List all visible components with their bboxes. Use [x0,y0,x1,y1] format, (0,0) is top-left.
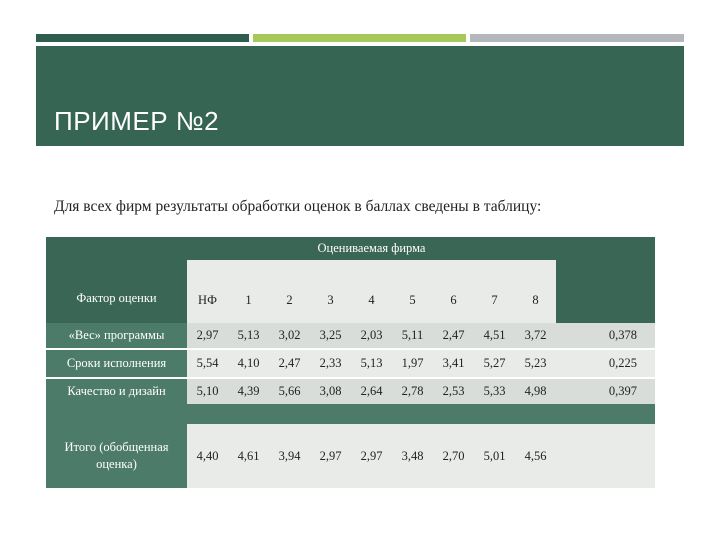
total-cell: 4,61 [228,424,269,488]
table-cell: 5,27 [474,349,515,378]
coef-cell: 0,378 [556,323,655,349]
col-header-3: 3 [310,260,351,323]
table-cell: 3,08 [310,378,351,404]
slide-title: ПРИМЕР №2 [54,106,220,136]
total-row [46,424,655,488]
table-cell: 3,41 [433,349,474,378]
col-header-8: 8 [515,260,556,323]
table-cell: 2,47 [433,323,474,349]
spacer-row [46,404,655,424]
total-cell: 3,94 [269,424,310,488]
table-cell: 4,51 [474,323,515,349]
table-cell: 2,64 [351,378,392,404]
col-header-4: 4 [351,260,392,323]
col-header-2: 2 [269,260,310,323]
table-cell: 3,72 [515,323,556,349]
col-header-1: 1 [228,260,269,323]
total-cell: 3,48 [392,424,433,488]
total-cell: 4,40 [187,424,228,488]
table-row [46,323,655,349]
table-cell: 5,54 [187,349,228,378]
accent-bar-dark [36,34,249,42]
table-cell: 5,13 [228,323,269,349]
total-cell: 2,70 [433,424,474,488]
table-cell: 3,25 [310,323,351,349]
total-cell: 5,01 [474,424,515,488]
total-coef-cell [556,424,655,488]
table-cell: 5,23 [515,349,556,378]
table-row [46,378,655,404]
total-cell: 4,56 [515,424,556,488]
table-cell: 4,39 [228,378,269,404]
table-cell: 5,11 [392,323,433,349]
coef-header-spacer [556,260,655,323]
table-row [46,349,655,378]
table-cell: 1,97 [392,349,433,378]
table-cell: 2,33 [310,349,351,378]
row-label: «Вес» программы [46,323,187,349]
table-cell: 2,53 [433,378,474,404]
table-cell: 2,47 [269,349,310,378]
table-cell: 5,10 [187,378,228,404]
table-cell: 5,66 [269,378,310,404]
table-cell: 2,03 [351,323,392,349]
total-cell: 2,97 [351,424,392,488]
col-header-6: 6 [433,260,474,323]
table-cell: 2,97 [187,323,228,349]
coef-cell: 0,397 [556,378,655,404]
row-label: Качество и дизайн [46,378,187,404]
col-header-nf: НФ [187,260,228,323]
total-cell: 2,97 [310,424,351,488]
table-cell: 4,98 [515,378,556,404]
total-label: Итого (обобщенная оценка) [46,424,187,488]
table-cell: 2,78 [392,378,433,404]
accent-bar-green [253,34,466,42]
factor-header: Фактор оценки [46,260,187,323]
slide-subtitle: Для всех фирм результаты обработки оценок в баллах сведены в таблицу: [54,198,542,215]
firm-group-header: Оцениваемая фирма [187,237,556,260]
table-cell: 5,13 [351,349,392,378]
table-cell: 4,10 [228,349,269,378]
row-label: Сроки исполнения [46,349,187,378]
col-header-5: 5 [392,260,433,323]
table-cell: 5,33 [474,378,515,404]
table-cell: 3,02 [269,323,310,349]
coef-cell: 0,225 [556,349,655,378]
accent-bar-gray [470,34,684,42]
col-header-7: 7 [474,260,515,323]
scores-table-body [46,260,655,488]
